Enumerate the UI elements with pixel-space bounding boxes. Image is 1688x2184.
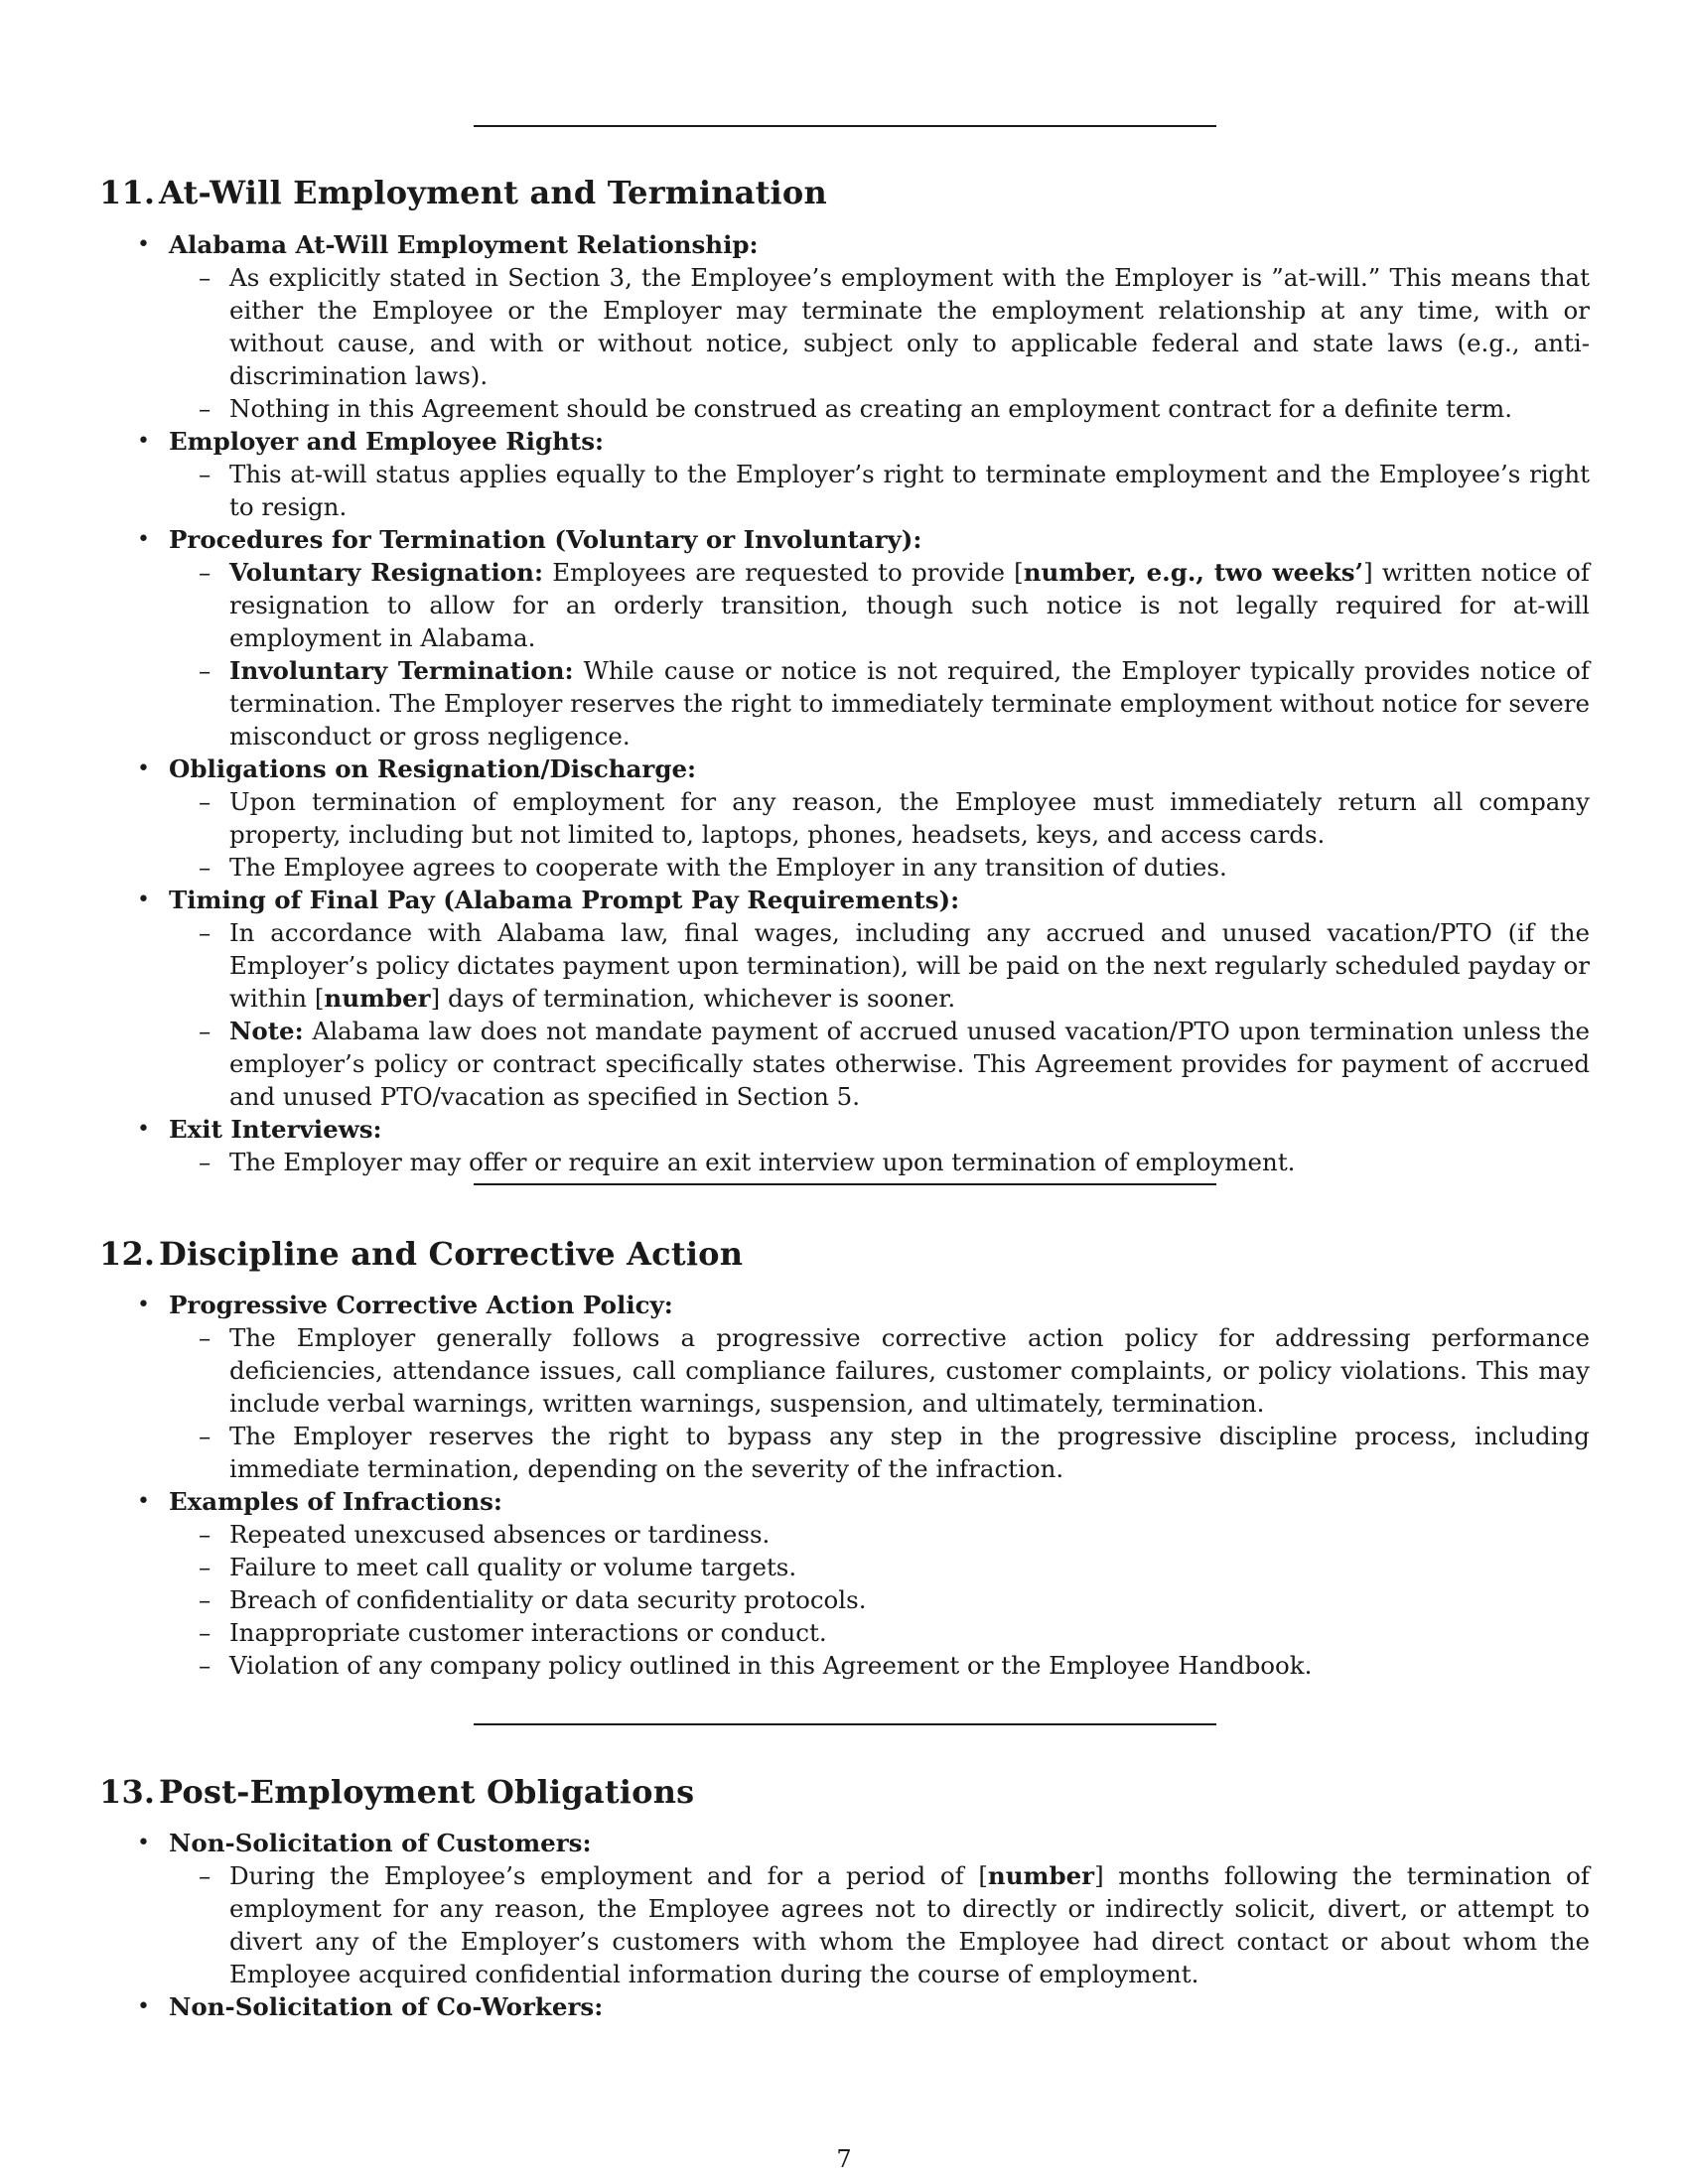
section-12: [99, 1234, 1589, 1682]
sub-item: [169, 654, 1590, 752]
dash-icon: –: [199, 656, 211, 685]
dash-icon: –: [199, 1520, 211, 1549]
sub-item-text: While cause or notice is not required, the Employer typically provides notice of termination. The Employer reserves the right to immediately terminate employment without notice for severe misconduct or gross negligence.: [229, 656, 1590, 751]
placeholder-field: number: [987, 1861, 1095, 1890]
item-heading: Procedures for Termination (Voluntary or Involuntary):: [169, 525, 922, 554]
sub-list: [99, 1146, 1589, 1178]
sub-item-text-after: ] months following the termination of employment for any reason, the Employee agrees not to directly or indirectly solicit, divert, or attempt to divert any of the Employer’s customers with whom the Employee had direct contact or about whom the Employee acquired confidential information during the course of employment.: [229, 1861, 1590, 1988]
dash-icon: –: [199, 787, 211, 816]
sub-item: [169, 785, 1590, 851]
page-number: 7: [836, 2145, 852, 2173]
bullet-icon: •: [137, 1831, 150, 1855]
sub-item-text: Upon termination of employment for any reason, the Employee must immediately return all company property, including but not limited to, laptops, phones, headsets, keys, and access cards.: [229, 787, 1590, 849]
bullet-icon: •: [137, 887, 150, 912]
bullet-icon: •: [137, 527, 150, 552]
dash-icon: –: [199, 263, 211, 292]
bullet-list: [99, 228, 1589, 1178]
sub-list: [99, 916, 1589, 1113]
sub-item: [169, 1616, 1590, 1649]
sub-item-text: As explicitly stated in Section 3, the Employee’s employment with the Employer is ”at-will.” This means that either the Employee or the Employer may terminate the employment relationship at any time, with or without cause, and with or without notice, subject only to applicable federal and state laws (e.g., anti-discrimination laws).: [229, 263, 1590, 390]
sub-item: [169, 1420, 1590, 1485]
section-divider: [474, 1723, 1216, 1725]
section-heading: [99, 173, 1589, 212]
dash-icon: –: [199, 1148, 211, 1176]
sub-item-text: During the Employee’s employment and for a period of [: [229, 1861, 988, 1890]
sub-item: [169, 1551, 1590, 1583]
sub-list: [99, 1321, 1589, 1485]
item-heading: Non-Solicitation of Customers:: [169, 1829, 592, 1857]
item-heading: Non-Solicitation of Co-Workers:: [169, 1992, 604, 2021]
sub-item-lead: Involuntary Termination:: [229, 656, 574, 685]
sub-item: [169, 1859, 1590, 1990]
dash-icon: –: [199, 460, 211, 488]
item-heading: Timing of Final Pay (Alabama Prompt Pay Requirements):: [169, 886, 960, 914]
placeholder-field: number: [324, 984, 431, 1013]
sub-item: [169, 1015, 1590, 1113]
sub-list: [99, 1859, 1589, 1990]
sub-item-text: Breach of confidentiality or data security protocols.: [229, 1585, 867, 1614]
sub-item: [169, 1146, 1590, 1178]
sub-item-lead: Voluntary Resignation:: [229, 558, 543, 587]
list-item: [99, 523, 1589, 752]
section-divider: [474, 1183, 1216, 1185]
sub-list: [99, 556, 1589, 752]
sub-item-text: Repeated unexcused absences or tardiness.: [229, 1520, 771, 1549]
sub-list: [99, 1518, 1589, 1682]
list-item: [99, 1485, 1589, 1682]
sub-item-text: The Employee agrees to cooperate with the Employer in any transition of duties.: [229, 853, 1227, 882]
bullet-icon: •: [137, 1994, 150, 2019]
dash-icon: –: [199, 1618, 211, 1647]
dash-icon: –: [199, 558, 211, 587]
dash-icon: –: [199, 918, 211, 947]
section-13: [99, 1772, 1589, 2023]
dash-icon: –: [199, 394, 211, 423]
sub-item: [169, 556, 1590, 654]
section-title: Discipline and Corrective Action: [159, 1235, 744, 1273]
dash-icon: –: [199, 1422, 211, 1450]
sub-item: [169, 392, 1590, 425]
sub-item-text: The Employer may offer or require an exit interview upon termination of employment.: [229, 1148, 1296, 1176]
sub-item: [169, 1649, 1590, 1682]
list-item: [99, 1827, 1589, 1990]
bullet-icon: •: [137, 1117, 150, 1142]
sub-item-text: In accordance with Alabama law, final wages, including any accrued and unused vacation/PTO (if the Employer’s policy dictates payment upon termination), will be paid on the next regularly scheduled payday or within [: [229, 918, 1590, 1013]
bullet-list: [99, 1289, 1589, 1682]
sub-item-text: Alabama law does not mandate payment of accrued unused vacation/PTO upon termination unless the employer’s policy or contract specifically states otherwise. This Agreement provides for payment of accrued and unused PTO/vacation as specified in Section 5.: [229, 1017, 1590, 1111]
bullet-list: [99, 1827, 1589, 2023]
item-heading: Obligations on Resignation/Discharge:: [169, 754, 697, 783]
section-heading: [99, 1234, 1589, 1274]
sub-item-text-after: ] days of termination, whichever is sooner.: [430, 984, 956, 1013]
dash-icon: –: [199, 853, 211, 882]
section-number: 13.: [99, 1773, 156, 1811]
section-number: 12.: [99, 1235, 156, 1273]
sub-item-text: Inappropriate customer interactions or conduct.: [229, 1618, 827, 1647]
list-item: [99, 884, 1589, 1113]
item-heading: Alabama At-Will Employment Relationship:: [169, 230, 759, 259]
sub-item-text: Employees are requested to provide [: [552, 558, 1024, 587]
list-item: [99, 228, 1589, 425]
item-heading: Employer and Employee Rights:: [169, 427, 605, 456]
item-heading: Examples of Infractions:: [169, 1487, 502, 1516]
list-item: [99, 1289, 1589, 1485]
section-heading: [99, 1772, 1589, 1812]
sub-list: [99, 458, 1589, 523]
section-title: At-Will Employment and Termination: [159, 174, 827, 211]
item-heading: Progressive Corrective Action Policy:: [169, 1291, 673, 1319]
dash-icon: –: [199, 1585, 211, 1614]
sub-item: [169, 916, 1590, 1015]
sub-item: [169, 1321, 1590, 1420]
sub-item-text: Nothing in this Agreement should be construed as creating an employment contract for a definite term.: [229, 394, 1513, 423]
dash-icon: –: [199, 1017, 211, 1045]
placeholder-field: number, e.g., two weeks’: [1023, 558, 1364, 587]
sub-item: [169, 1583, 1590, 1616]
bullet-icon: •: [137, 429, 150, 454]
list-item: [99, 752, 1589, 884]
dash-icon: –: [199, 1553, 211, 1581]
sub-item: [169, 851, 1590, 884]
sub-item: [169, 261, 1590, 392]
dash-icon: –: [199, 1651, 211, 1680]
list-item: [99, 1113, 1589, 1178]
bullet-icon: •: [137, 1293, 150, 1317]
sub-item: [169, 458, 1590, 523]
list-item: [99, 425, 1589, 523]
sub-list: [99, 261, 1589, 425]
bullet-icon: •: [137, 756, 150, 781]
sub-item-text: The Employer reserves the right to bypass any step in the progressive discipline process, including immediate termination, depending on the severity of the infraction.: [229, 1422, 1590, 1483]
sub-item-lead: Note:: [229, 1017, 304, 1045]
item-heading: Exit Interviews:: [169, 1115, 382, 1144]
sub-item-text: Failure to meet call quality or volume targets.: [229, 1553, 797, 1581]
dash-icon: –: [199, 1861, 211, 1890]
sub-list: [99, 785, 1589, 884]
section-number: 11.: [99, 174, 156, 211]
section-11: [99, 173, 1589, 1178]
sub-item-text: Violation of any company policy outlined in this Agreement or the Employee Handbook.: [229, 1651, 1313, 1680]
sub-item-text: This at-will status applies equally to the Employer’s right to terminate employment and the Employee’s right to resign.: [229, 460, 1590, 521]
bullet-icon: •: [137, 1489, 150, 1514]
list-item: [99, 1990, 1589, 2023]
sub-item: [169, 1518, 1590, 1551]
bullet-icon: •: [137, 232, 150, 257]
section-divider: [474, 125, 1216, 127]
dash-icon: –: [199, 1323, 211, 1352]
sub-item-text-after: ] written notice of resignation to allow for an orderly transition, though such notice is not legally required for at-will employment in Alabama.: [229, 558, 1590, 652]
sub-item-text: The Employer generally follows a progressive corrective action policy for addressing performance deficiencies, attendance issues, call compliance failures, customer complaints, or policy violations. This may include verbal warnings, written warnings, suspension, and ultimately, termination.: [229, 1323, 1590, 1418]
section-title: Post-Employment Obligations: [159, 1773, 695, 1811]
